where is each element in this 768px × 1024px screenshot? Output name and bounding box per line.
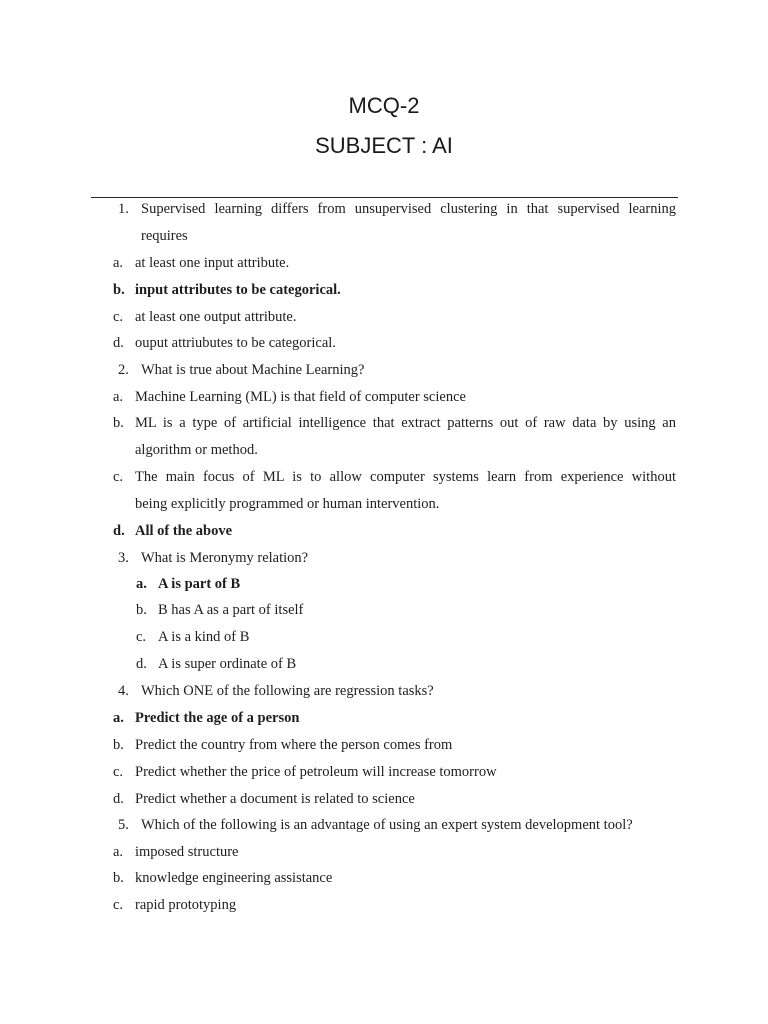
- question-text: What is Meronymy relation?: [141, 550, 309, 566]
- question-text: Supervised learning differs from unsupervised clustering in that supervised learning: [141, 201, 676, 217]
- correct-option-text: A is part of B: [158, 576, 241, 592]
- correct-option-text: input attributes to be categorical.: [135, 282, 341, 298]
- option-letter: b.: [113, 737, 124, 753]
- question-number: 3.: [118, 550, 129, 566]
- correct-option-letter: b.: [113, 282, 125, 298]
- correct-option-text: All of the above: [135, 523, 233, 539]
- option-text: A is a kind of B: [158, 629, 250, 645]
- option-letter: a.: [113, 844, 124, 860]
- option-letter: b.: [113, 870, 124, 886]
- option-text: The main focus of ML is to allow computer systems learn from experience without: [135, 469, 676, 485]
- option-text: Predict the country from where the person comes from: [135, 737, 453, 753]
- option-text: Machine Learning (ML) is that field of computer science: [135, 389, 466, 405]
- option-text: ouput attriubutes to be categorical.: [135, 335, 336, 351]
- option-text: at least one output attribute.: [135, 309, 297, 325]
- option-letter: a.: [113, 255, 124, 271]
- correct-option-letter: d.: [113, 523, 125, 539]
- question-text: Which of the following is an advantage of using an expert system development tool?: [141, 817, 633, 833]
- question-number: 1.: [118, 201, 129, 217]
- option-text-continued: being explicitly programmed or human intervention.: [135, 496, 440, 512]
- correct-option-letter: a.: [136, 576, 147, 592]
- question-text: What is true about Machine Learning?: [141, 362, 365, 378]
- option-text: at least one input attribute.: [135, 255, 290, 271]
- question-text: Which ONE of the following are regression tasks?: [141, 683, 434, 699]
- question-number: 5.: [118, 817, 129, 833]
- option-text: rapid prototyping: [135, 897, 237, 913]
- question-number: 4.: [118, 683, 129, 699]
- option-letter: c.: [113, 309, 124, 325]
- option-letter: d.: [136, 656, 147, 672]
- option-text: imposed structure: [135, 844, 239, 860]
- question-number: 2.: [118, 362, 129, 378]
- option-letter: c.: [113, 897, 124, 913]
- option-text-continued: algorithm or method.: [135, 442, 258, 458]
- option-text: Predict whether the price of petroleum will increase tomorrow: [135, 764, 497, 780]
- option-letter: b.: [136, 602, 147, 618]
- document-subject: SUBJECT : AI: [315, 133, 453, 158]
- option-letter: d.: [113, 791, 124, 807]
- question-text-continued: requires: [141, 228, 188, 244]
- option-letter: c.: [113, 764, 124, 780]
- option-text: B has A as a part of itself: [158, 602, 304, 618]
- option-text: ML is a type of artificial intelligence that extract patterns out of raw data by using an: [135, 415, 676, 431]
- option-text: Predict whether a document is related to science: [135, 791, 415, 807]
- option-letter: d.: [113, 335, 124, 351]
- correct-option-text: Predict the age of a person: [135, 710, 300, 726]
- document-title: MCQ-2: [348, 93, 420, 118]
- option-text: knowledge engineering assistance: [135, 870, 333, 886]
- correct-option-letter: a.: [113, 710, 124, 726]
- option-text: A is super ordinate of B: [158, 656, 297, 672]
- option-letter: b.: [113, 415, 124, 431]
- option-letter: c.: [113, 469, 124, 485]
- option-letter: a.: [113, 389, 124, 405]
- title-divider: [91, 197, 678, 198]
- option-letter: c.: [136, 629, 147, 645]
